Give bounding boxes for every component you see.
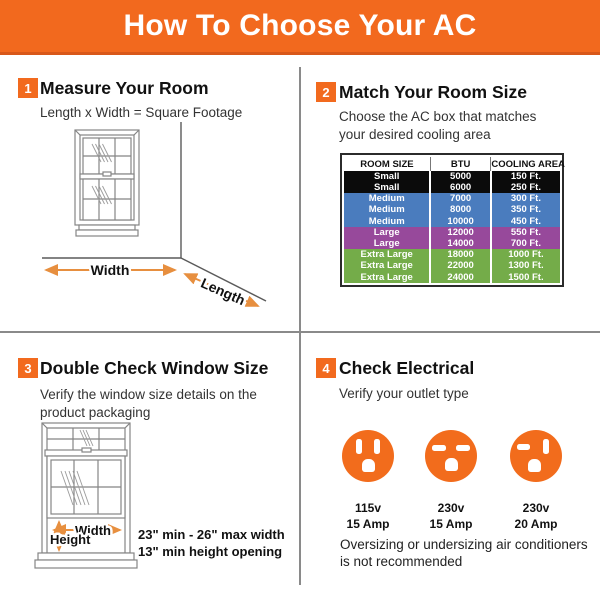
room-corner-illustration xyxy=(35,115,275,310)
vertical-divider xyxy=(299,67,301,585)
step2-title: Match Your Room Size xyxy=(339,82,527,102)
outlet-230v-15amp-icon xyxy=(425,430,477,482)
step1-subtitle: Length x Width = Square Footage xyxy=(40,105,243,120)
btu-sizing-table xyxy=(340,153,564,287)
window-size-specs: 23" min - 26" max width 13" min height opening xyxy=(138,527,285,559)
outlet-115v-15amp-icon xyxy=(342,430,394,482)
table-row: Small 5000 150 Ft. xyxy=(344,171,560,182)
col-header-room-size: ROOM SIZE xyxy=(344,157,430,171)
step3-number-badge: 3 xyxy=(18,358,38,378)
table-row: Large 14000 700 Ft. xyxy=(344,238,560,249)
step1-number-badge: 1 xyxy=(18,78,38,98)
page-title: How To Choose Your AC xyxy=(123,9,477,42)
step4-title: Check Electrical xyxy=(339,358,475,378)
window-illustration xyxy=(75,130,139,236)
table-row: Extra Large 24000 1500 Ft. xyxy=(344,272,560,283)
window-width-label: Width xyxy=(75,523,111,538)
table-row: Large 12000 550 Ft. xyxy=(344,227,560,238)
window-height-label: Height xyxy=(50,532,91,547)
outlet-230v-20amp-label: 230v 20 Amp xyxy=(514,501,558,531)
outlet-230v-15amp-label: 230v 15 Amp xyxy=(429,501,473,531)
table-row: Medium 8000 350 Ft. xyxy=(344,205,560,216)
step1-title: Measure Your Room xyxy=(40,78,209,98)
width-label: Width xyxy=(90,262,130,278)
table-row: Medium 10000 450 Ft. xyxy=(344,216,560,227)
length-label: Length xyxy=(198,274,248,309)
step2-number-badge: 2 xyxy=(316,82,336,102)
table-row: Extra Large 22000 1300 Ft. xyxy=(344,261,560,272)
step4-number-badge: 4 xyxy=(316,358,336,378)
table-header-row xyxy=(344,157,560,171)
col-header-cooling-area: COOLING AREA xyxy=(491,158,565,170)
outlet-230v-20amp-icon xyxy=(510,430,562,482)
sizing-recommendation-note: Oversizing or undersizing air conditioners is not recommended xyxy=(340,537,588,569)
table-row: Extra Large 18000 1000 Ft. xyxy=(344,249,560,260)
col-header-btu: BTU xyxy=(430,157,490,171)
horizontal-divider xyxy=(0,331,600,333)
table-row: Medium 7000 300 Ft. xyxy=(344,193,560,204)
header-banner xyxy=(0,0,600,55)
outlet-115v-15amp-label: 115v 15 Amp xyxy=(346,501,390,531)
table-row: Small 6000 250 Ft. xyxy=(344,182,560,193)
step2-subtitle: Choose the AC box that matches your desired cooling area xyxy=(339,109,537,142)
step4-subtitle: Verify your outlet type xyxy=(339,386,469,401)
step3-title: Double Check Window Size xyxy=(40,358,269,378)
step3-subtitle: Verify the window size details on the product packaging xyxy=(40,387,257,420)
